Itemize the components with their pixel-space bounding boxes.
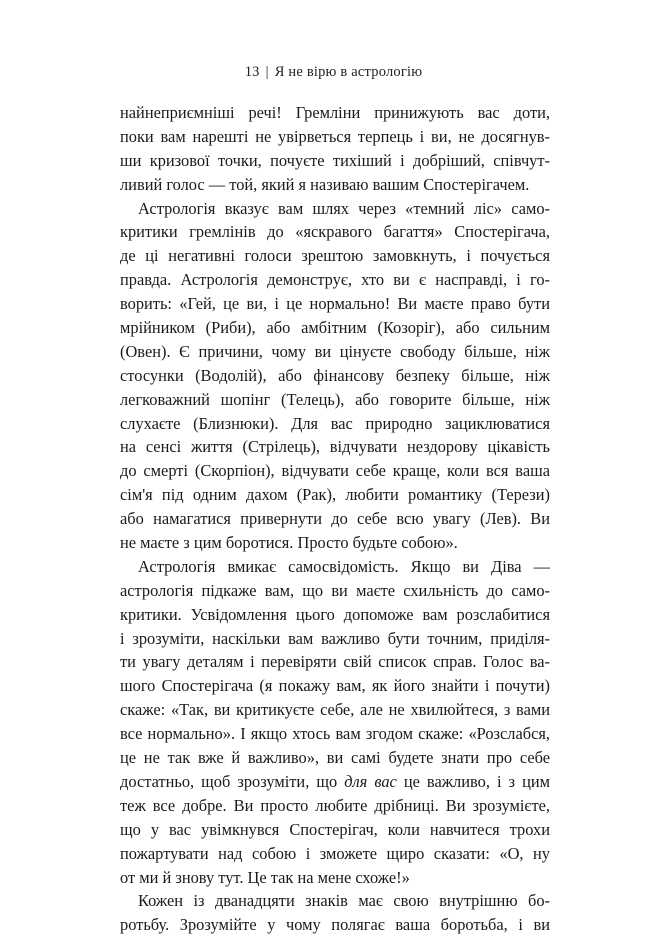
text-line: ти увагу деталям і перевіряти свій список справ. Голос ва-: [120, 652, 550, 672]
text-line: ворить: «Гей, це ви, і це нормально! Ви маєте право бути: [120, 294, 550, 314]
text-line: критики. Усвідомлення цього допоможе вам розслабитися: [120, 604, 550, 624]
text-line: правда. Астрологія демонструє, хто ви є насправді, і го-: [120, 270, 550, 290]
text-line: сім'я під одним дахом (Рак), любити романтику (Терези): [120, 485, 550, 505]
text-line: поки вам нарешті не увірветься терпець і ви, не досягнув-: [120, 126, 550, 146]
body-text: [120, 101, 550, 937]
text-line: Астрологія вказує вам шлях через «темний ліс» само-: [138, 198, 550, 218]
text-line: легковажний шопінг (Телець), або говорите більше, ніж: [120, 389, 550, 409]
text-line: шого Спостерігача (я покажу вам, як його знайти і почути): [120, 676, 550, 696]
text-line: пожартувати над собою і зможете щиро сказати: «О, ну: [120, 843, 550, 863]
text-line: слухаєте (Близнюки). Для вас природно зациклюватися: [120, 413, 550, 433]
text-line: Астрологія вмикає самосвідомість. Якщо ви Діва —: [138, 556, 550, 576]
text-line: астрологія підкаже вам, що ви маєте схильність до само-: [120, 580, 550, 600]
text-line: стосунки (Водолій), або фінансову безпеку більше, ніж: [120, 365, 550, 385]
text-line: ши кризової точки, почуєте тихіший і добріший, співчут-: [120, 150, 550, 170]
text-line: де ці негативні голоси зрештою замовкнуть, і почується: [120, 246, 550, 266]
chapter-title: Я не вірю в астрологію: [274, 64, 423, 80]
text-line: або намагатися привернути до себе всю увагу (Лев). Ви: [120, 509, 550, 529]
text-line: найнеприємніші речі! Гремліни принижують вас доти,: [120, 103, 550, 122]
text-line: скаже: «Так, ви критикуєте себе, але не хвилюйтеся, з вами: [120, 700, 550, 720]
text-line: ротьбу. Зрозумійте у чому полягає ваша боротьба, і ви: [120, 915, 550, 935]
text-line: [120, 770, 550, 794]
page-number: 13: [244, 64, 260, 80]
text-line: мрійником (Риби), або амбітним (Козоріг), або сильним: [120, 318, 550, 338]
text-line: не маєте з цим боротися. Просто будьте собою».: [120, 533, 458, 553]
text-line: це не так вже й важливо», ви самі будете знати про себе: [120, 748, 550, 768]
text-line: все нормально». І якщо хтось вам згодом скаже: «Розслабся,: [120, 724, 550, 744]
text-line: критики гремлінів до «яскравого багаття» Спостерігача,: [120, 222, 550, 242]
text-line: ливий голос — той, який я називаю вашим Спостерігачем.: [120, 174, 530, 194]
text-line: що у вас увімкнувся Спостерігач, коли навчитеся трохи: [120, 819, 550, 839]
text-segment: це важливо, і з цим: [396, 771, 550, 791]
text-line: теж все добре. Ви просто любите дрібниці. Ви зрозумієте,: [120, 795, 550, 815]
italic-emphasis: для вас: [344, 771, 397, 791]
text-line: і зрозуміти, наскільки вам важливо бути точним, приділя-: [120, 628, 550, 648]
text-segment: достатньо, щоб зрозуміти, що: [120, 771, 345, 791]
text-line: до смерті (Скорпіон), відчувати себе краще, коли вся ваша: [120, 461, 550, 481]
header-separator: |: [265, 64, 269, 80]
text-line: Кожен із дванадцяти знаків має свою внутрішню бо-: [138, 891, 550, 911]
running-header: [0, 64, 667, 81]
text-line: (Овен). Є причини, чому ви цінуєте свободу більше, ніж: [120, 341, 550, 361]
text-line: на сенсі життя (Стрілець), відчувати нездорову цікавість: [120, 437, 550, 457]
text-line: от ми й знову тут. Це так на мене схоже!»: [120, 867, 410, 887]
